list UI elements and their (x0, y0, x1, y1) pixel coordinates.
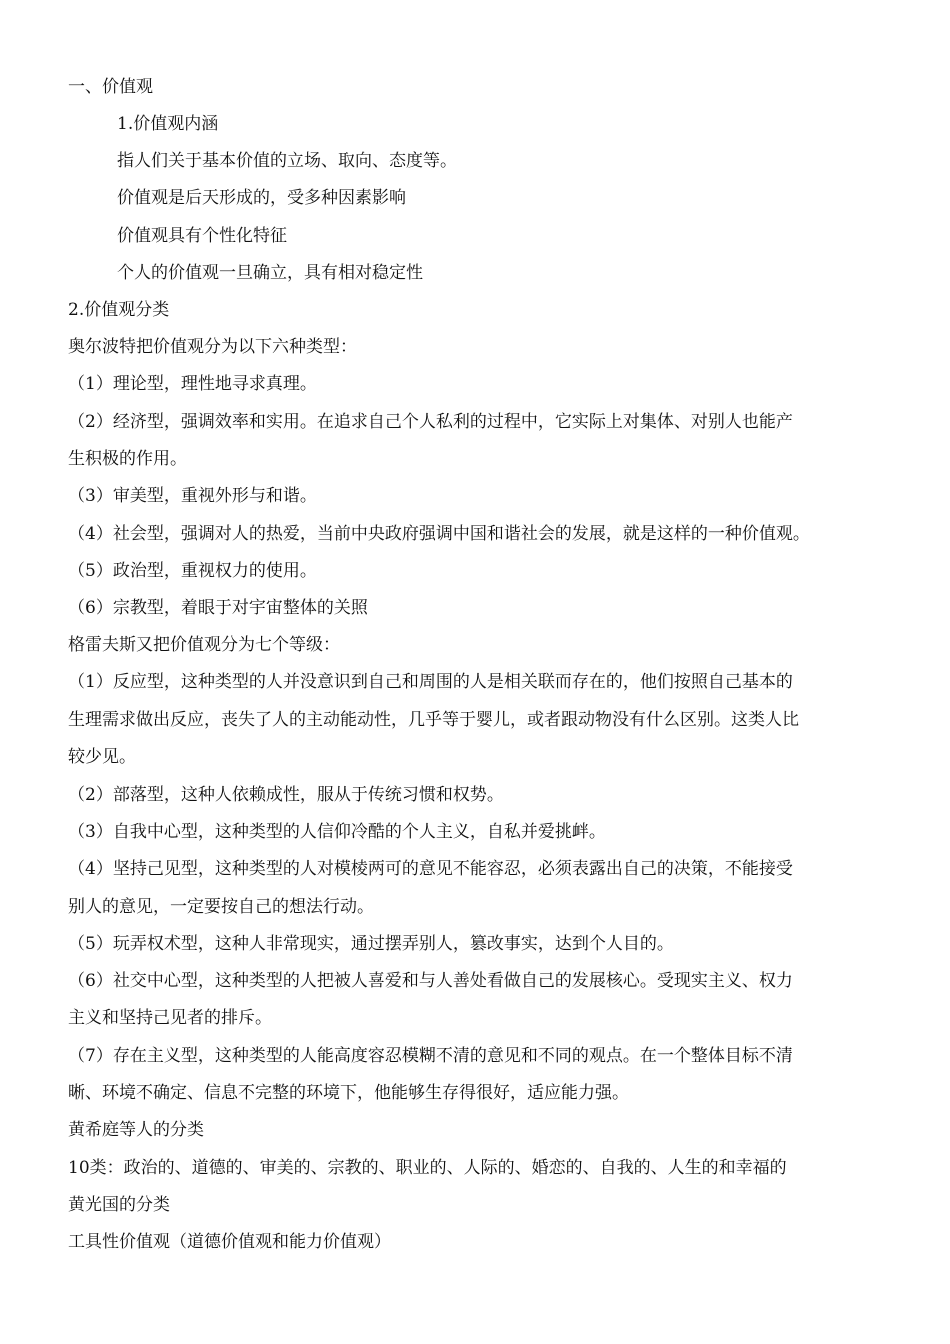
paragraph-line: 奥尔波特把价值观分为以下六种类型： (68, 337, 357, 357)
list-item: （2）部落型，这种人依赖成性，服从于传统习惯和权势。 (68, 785, 504, 805)
list-item: （3）自我中心型，这种类型的人信仰冷酷的个人主义，自私并爱挑衅。 (68, 822, 606, 842)
paragraph-line: 指人们关于基本价值的立场、取向、态度等。 (117, 151, 457, 171)
paragraph-line: 黄光国的分类 (68, 1195, 170, 1215)
paragraph-line: 黄希庭等人的分类 (68, 1120, 204, 1140)
paragraph-line: 10类：政治的、道德的、审美的、宗教的、职业的、人际的、婚恋的、自我的、人生的和幸福的 (68, 1158, 787, 1178)
list-item: （1）反应型，这种类型的人并没意识到自己和周围的人是相关联而存在的，他们按照自己基本的 (68, 672, 793, 692)
list-item: （5）玩弄权术型，这种人非常现实，通过摆弄别人，篡改事实，达到个人目的。 (68, 934, 674, 954)
subheading-values-meaning: 1.价值观内涵 (117, 114, 219, 134)
list-item: （6）宗教型，着眼于对宇宙整体的关照 (68, 598, 368, 618)
list-item-continuation: 较少见。 (68, 747, 136, 767)
section-heading-values: 一、价值观 (68, 77, 153, 97)
list-item-continuation: 晰、环境不确定、信息不完整的环境下，他能够生存得很好，适应能力强。 (68, 1083, 629, 1103)
list-item-continuation: 别人的意见，一定要按自己的想法行动。 (68, 897, 374, 917)
list-item-continuation: 生积极的作用。 (68, 449, 187, 469)
list-item: （6）社交中心型，这种类型的人把被人喜爱和与人善处看做自己的发展核心。受现实主义、权力 (68, 971, 793, 991)
paragraph-line: 工具性价值观（道德价值观和能力价值观） (68, 1232, 391, 1252)
list-item: （5）政治型，重视权力的使用。 (68, 561, 317, 581)
list-item-continuation: 生理需求做出反应，丧失了人的主动能动性，几乎等于婴儿，或者跟动物没有什么区别。这类人比 (68, 710, 799, 730)
list-item: （7）存在主义型，这种类型的人能高度容忍模糊不清的意见和不同的观点。在一个整体目标不清 (68, 1046, 793, 1066)
list-item: （2）经济型，强调效率和实用。在追求自己个人私利的过程中，它实际上对集体、对别人也能产 (68, 412, 793, 432)
list-item-continuation: 主义和坚持己见者的排斥。 (68, 1008, 272, 1028)
list-item: （4）社会型，强调对人的热爱，当前中央政府强调中国和谐社会的发展，就是这样的一种价值观。 (68, 524, 810, 544)
paragraph-line: 价值观是后天形成的，受多种因素影响 (117, 188, 406, 208)
paragraph-line: 价值观具有个性化特征 (117, 226, 287, 246)
paragraph-line: 个人的价值观一旦确立，具有相对稳定性 (117, 263, 423, 283)
subheading-values-classification: 2.价值观分类 (68, 300, 170, 320)
paragraph-line: 格雷夫斯又把价值观分为七个等级： (68, 635, 340, 655)
list-item: （4）坚持己见型，这种类型的人对模棱两可的意见不能容忍，必须表露出自己的决策，不能接受 (68, 859, 793, 879)
list-item: （1）理论型，理性地寻求真理。 (68, 374, 317, 394)
list-item: （3）审美型，重视外形与和谐。 (68, 486, 317, 506)
